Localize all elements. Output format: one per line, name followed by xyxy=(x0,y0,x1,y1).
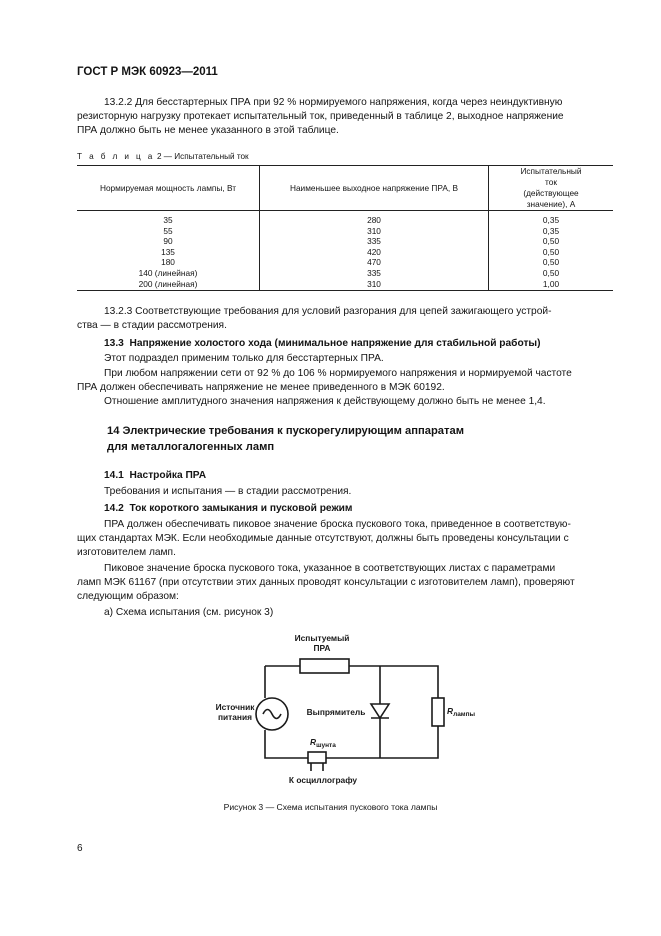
table-caption xyxy=(77,152,249,161)
text-line: изготовителем ламп. xyxy=(77,547,176,559)
table-cell: 1,00 xyxy=(489,279,614,291)
wire xyxy=(349,666,438,698)
table-row xyxy=(77,257,613,268)
paragraph-13-2-3 xyxy=(77,305,613,319)
subsection-14-1-heading xyxy=(77,469,613,483)
paragraph-14-2-1-cont xyxy=(77,532,613,560)
table-header-row xyxy=(77,166,613,211)
table-cell: 140 (линейная) xyxy=(138,267,198,278)
text-line: ПРА должно быть не менее указанного в этой таблице. xyxy=(77,125,339,137)
table-cell: 0,50 xyxy=(489,236,614,247)
table-caption-prefix: Т а б л и ц а xyxy=(77,152,155,161)
text-line: щих стандартах МЭК. Если необходимые данные отсутствуют, должны быть проведены консультации с xyxy=(77,533,569,544)
paragraph-14-2-2-cont xyxy=(77,576,613,604)
table-row xyxy=(77,226,613,237)
lamp-subscript: лампы xyxy=(453,711,476,718)
table-cell: 0,35 xyxy=(489,226,614,237)
scope-label: К осциллографу xyxy=(288,775,358,785)
diode-symbol xyxy=(371,704,389,718)
table-cell: 35 xyxy=(163,215,173,225)
paragraph-14-2-1 xyxy=(77,518,613,532)
text-line: следующим образом: xyxy=(77,591,179,603)
paragraph-13-2-2 xyxy=(77,96,613,110)
paragraph-13-2-2-cont xyxy=(77,110,613,138)
subsection-title: Ток короткого замыкания и пусковой режим xyxy=(129,503,353,514)
column-header: Испытательный ток (действующее значение), А xyxy=(489,166,614,211)
table-cell: 310 xyxy=(260,226,489,237)
table-row xyxy=(77,247,613,258)
section-14-heading xyxy=(107,423,464,455)
wire xyxy=(265,726,438,758)
page-number: 6 xyxy=(77,843,83,854)
text-line: Пиковое значение броска пускового тока, указанное в соответствующих листах с параметрами xyxy=(104,563,556,574)
subsection-13-3-heading xyxy=(77,337,613,351)
section-heading-line: 14 Электрические требования к пускорегулирующим аппаратам xyxy=(107,425,464,437)
ballast-symbol xyxy=(300,659,349,673)
ballast-label: ПРА xyxy=(313,643,331,653)
paragraph-13-3-2 xyxy=(77,367,613,381)
column-header: Нормируемая мощность лампы, Вт xyxy=(77,166,260,211)
subsection-14-2-heading xyxy=(77,502,613,516)
lamp-resistor-label xyxy=(447,706,476,718)
paragraph-13-3-3: Отношение амплитудного значения напряжения к действующему должно быть не менее 1,4. xyxy=(104,396,546,407)
subsection-title: Настройка ПРА xyxy=(129,470,207,481)
text-line: 13.2.3 Соответствующие требования для условий разгорания для цепей зажигающего устрой- xyxy=(104,306,552,317)
text-line: 13.2.2 Для бесстартерных ПРА при 92 % нормируемого напряжения, когда через неиндуктивную xyxy=(104,97,563,108)
text-line: резисторную нагрузку протекает испытательный ток, приведенный в таблице 2, выходное напряжение xyxy=(77,111,564,122)
shunt-subscript: шунта xyxy=(316,742,336,749)
ballast-label: Испытуемый xyxy=(294,633,350,643)
lamp-r: R xyxy=(447,706,454,716)
table-cell: 55 xyxy=(163,225,173,236)
paragraph-14-1: Требования и испытания — в стадии рассмотрения. xyxy=(104,486,352,497)
text-line: ПРА должен обеспечивать напряжение не менее приведенного в МЭК 60192. xyxy=(77,382,445,393)
text-line: При любом напряжении сети от 92 % до 106 % нормируемого напряжения и нормируемой частоте xyxy=(104,368,572,379)
table-cell: 0,35 xyxy=(489,211,614,226)
table-cell: 0,50 xyxy=(489,257,614,268)
subsection-title: Напряжение холостого хода (минимальное напряжение для стабильной работы) xyxy=(129,338,541,349)
test-current-table xyxy=(77,165,613,291)
shunt-resistor-symbol xyxy=(308,752,326,763)
shunt-r: R xyxy=(310,737,317,747)
table-cell: 0,50 xyxy=(489,268,614,279)
table-row xyxy=(77,236,613,247)
lamp-resistor-symbol xyxy=(432,698,444,726)
table-row xyxy=(77,279,613,291)
document-header: ГОСТ Р МЭК 60923—2011 xyxy=(77,66,218,78)
rectifier-label: Выпрямитель xyxy=(306,707,366,717)
subsection-number: 13.3 xyxy=(104,338,124,349)
table-cell: 335 xyxy=(260,236,489,247)
paragraph-13-2-3-cont xyxy=(77,319,613,333)
table-cell: 420 xyxy=(260,247,489,258)
table-cell: 135 xyxy=(161,246,175,257)
subsection-number: 14.1 xyxy=(104,470,124,481)
table-cell: 200 (линейная) xyxy=(77,279,260,291)
text-line: ства — в стадии рассмотрения. xyxy=(77,320,227,331)
source-label: Источник xyxy=(215,702,255,712)
table-row xyxy=(77,211,613,226)
list-item-a: а) Схема испытания (см. рисунок 3) xyxy=(104,607,274,618)
table-row xyxy=(77,268,613,279)
table-cell: 280 xyxy=(260,211,489,226)
figure-caption: Рисунок 3 — Схема испытания пускового тока лампы xyxy=(223,802,438,812)
table-cell: 470 xyxy=(260,257,489,268)
section-heading-line: для металлогалогенных ламп xyxy=(107,441,275,453)
table-cell: 310 xyxy=(260,279,489,291)
paragraph-13-3-1: Этот подраздел применим только для бесстартерных ПРА. xyxy=(104,353,384,364)
test-circuit-diagram xyxy=(0,620,661,800)
paragraph-14-2-2 xyxy=(77,562,613,576)
text-line: ПРА должен обеспечивать пиковое значение броска пускового тока, приведенное в соответствую- xyxy=(104,519,571,530)
paragraph-13-3-2-cont xyxy=(77,381,613,395)
column-header: Наименьшее выходное напряжение ПРА, В xyxy=(260,166,489,211)
table-cell: 0,50 xyxy=(489,247,614,258)
source-label: питания xyxy=(217,712,253,722)
table-cell: 335 xyxy=(260,268,489,279)
text-line: ламп МЭК 61167 (при отсутствии этих данных проводят консультации с изготовителем ламп), проверяют xyxy=(77,577,575,588)
subsection-number: 14.2 xyxy=(104,503,124,514)
shunt-label xyxy=(310,737,336,749)
table-cell: 90 xyxy=(163,236,173,247)
table-caption-rest: 2 — Испытательный ток xyxy=(154,152,249,161)
table-cell: 180 xyxy=(161,257,175,268)
